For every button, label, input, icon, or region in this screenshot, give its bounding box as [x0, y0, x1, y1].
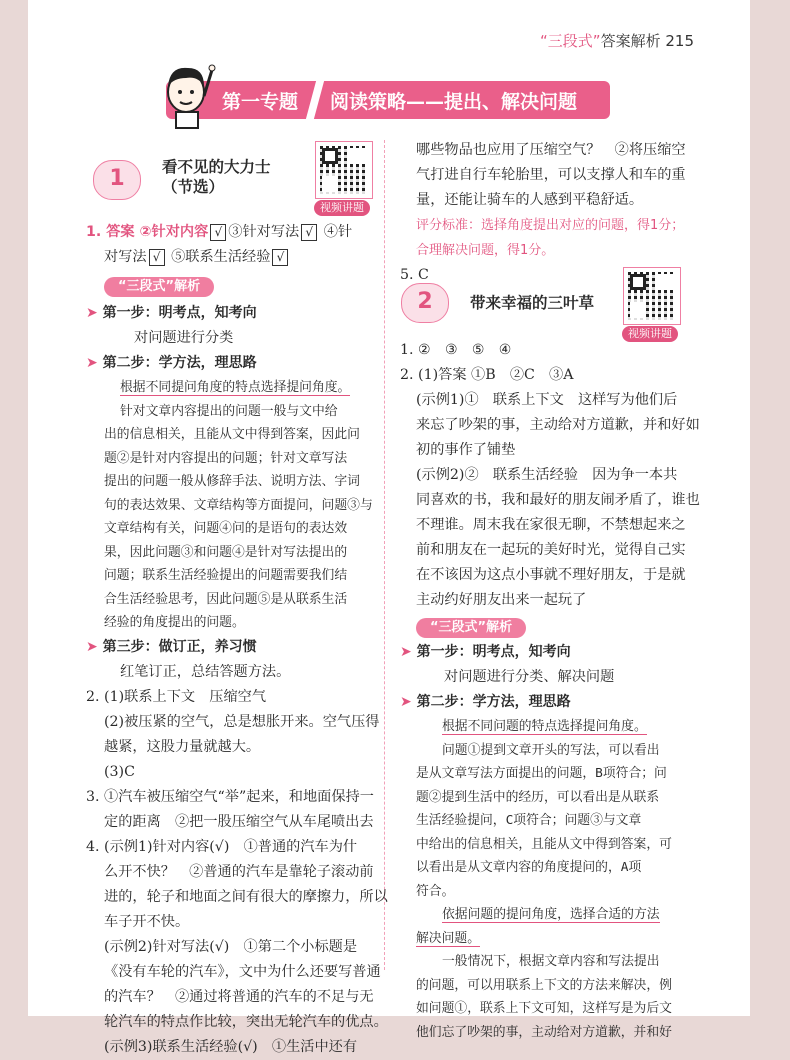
q4-answer: 4. (示例1)针对内容(√) ①普通的汽车为什 么开不快？ ②普通的汽车是靠轮子滚动前 进的，轮子和地面之间有很大的摩擦力，所以 车子开不快。 (示例2)针对写法(√) ①第二个小标题是 《没有车轮的汽车》，文中为什么还要写普通 的汽车？ ②通过将普通的汽车的不足与无 轮汽车的特点作比较，突出无轮汽车的优点。 (示例3)联系生活经验(√) ①生活中还有 [86, 838, 388, 1055]
qr-label-2: 视频讲题 [622, 326, 678, 342]
grade-line-2: 合理解决问题，得1分。 [416, 243, 555, 258]
right-column [400, 138, 700, 288]
grade-line-1: 评分标准：选择角度提出对应的问题，得1分； [416, 218, 685, 233]
header-brand: “三段式” [540, 32, 601, 50]
analysis-tag: “三段式”解析 [104, 277, 214, 297]
column-divider [384, 140, 385, 970]
qr-code-2-icon[interactable] [624, 268, 680, 324]
r-underlined-2a: 依据问题的提问角度，选择合适的方法 [442, 907, 660, 922]
q1-c: ④针 [323, 224, 353, 240]
r-underlined-2b: 解决问题。 [416, 930, 480, 946]
r-step1: 第一步：明考点，知考向 [416, 644, 571, 660]
section-1-title: 看不见的大力士 （节选） [162, 157, 271, 196]
topic-banner [166, 81, 610, 119]
section-2-number: 2 [401, 283, 449, 323]
qr-label: 视频讲题 [314, 200, 370, 216]
step2: 第二步：学方法，理思路 [102, 355, 257, 371]
step3: 第三步：做订正，养习惯 [102, 638, 257, 655]
q3-answer: 3. ①汽车被压缩空气“举”起来，和地面保持一 定的距离 ②把一股压缩空气从车尾喷出去 [86, 788, 374, 830]
step1: 第一步：明考点，知考向 [102, 305, 257, 321]
step2-paragraph: 针对文章内容提出的问题一般与文中给 出的信息相关，且能从文中得到答案，因此问 题②是针对内容提出的问题；针对文章写法 提出的问题一般从修辞手法、说明方法、字词 句的表达效果、文章结构等方面提问，问题③与 文章结构有关，问题④问的是语句的表达效 果，因此问题③和问题④是针对写法提出的 问题；联系生活经验提出的问题需要我们结 合生活经验思考，因此问题⑤是从联系生活 经验的角度提出的问题。 [104, 403, 373, 630]
analysis-tag-2: “三段式”解析 [416, 618, 526, 638]
section-2-title: 带来幸福的三叶草 [470, 293, 595, 312]
header-text: 答案解析 [600, 32, 661, 50]
r-step2-underlined: 根据不同问题的特点选择提问角度。 [442, 719, 647, 734]
q2-answer: 2. (1)联系上下文 压缩空气 (2)被压紧的空气，总是想胀开来。空气压得 越紧，这股力量就越大。 (3)C [86, 688, 380, 780]
a2-answer: 2. (1)答案 ①B ②C ③A (示例1)① 联系上下文 这样写为他们后 来忘了吵架的事，主动给对方道歉，并和好如 初的事作了铺垫 (示例2)② 联系生活经验 因为争一本共 同喜欢的书，我和最好的朋友闹矛盾了，谁也 不理谁。周末我在家很无聊，不禁想起来之 前和朋友在一起玩的美好时光，觉得自己实 在不该因为这点小事就不理好朋友，于是就 主动约好朋友出来一起玩了 [400, 367, 700, 608]
page-number: 215 [665, 32, 694, 50]
section-1-number: 1 [93, 160, 141, 200]
right-column-2: 1. ② ③ ⑤ ④ 2. (1)答案 ①B ②C ③A (示例1)① 联系上下文 这样写为他们后 来忘了吵架的事，主动给对方道歉，并和好如 初的事作了铺垫 (示例2)② 联系生活经验 因为争一本共 同喜欢的书，我和最好的朋友闹矛盾了，谁也 不理谁。周末我在家很无聊，不禁想起来之 前和朋友在一起玩的美好时光，觉得自己实 在不该因为这点小事就不理好朋友，于是就 主动约好朋友出来一起玩了 “三段式”解析 ➤ 第一步：明考点，知考向 对问题进行分类、解决问题 ➤ 第二步：学方法，理思路 根据不同问题的特点选择提问角度。 问题①提到文章开头的写法，可以看出 是从文章写法方面提出的问题，B项符合；问 题②提到生活中的经历，可以看出是从联系 生活经验提问，C项符合；问题③与文章 中给出的信息相关，且能从文中得到答案，可 以看出是从文章内容的角度提问的，A项 符合。 依据问题的提问角度，选择合适的方法 解决问题。 一般情况下，根据文章内容和写法提出 的问题，可以用联系上下文的方法来解决，例 如问题①，联系上下文可知，这样写是为后文 他们忘了吵架的事，主动给对方道歉，并和好 [400, 338, 700, 1044]
r-step2: 第二步：学方法，理思路 [416, 694, 571, 710]
q1-d: 对写法 [104, 249, 147, 265]
q1-answer: 1. 答案 ②针对内容 [86, 224, 209, 240]
page-header [540, 30, 694, 51]
r-step1-text: 对问题进行分类、解决问题 [444, 669, 615, 685]
step1-text: 对问题进行分类 [134, 330, 234, 346]
r-paragraph-2: 一般情况下，根据文章内容和写法提出 的问题，可以用联系上下文的方法来解决，例 如问题①，联系上下文可知，这样写是为后文 他们忘了吵架的事，主动给对方道歉，并和好 [416, 954, 672, 1040]
q1-e: ⑤联系生活经验 [171, 249, 271, 265]
step3-text: 红笔订正，总结答题方法。 [120, 663, 291, 680]
step2-underlined: 根据不同提问角度的特点选择提问角度。 [120, 380, 351, 395]
mascot-icon [158, 56, 218, 130]
left-column: 1. 答案 ②针对内容 √ ③针对写法 √ ④针 对写法 √ ⑤联系生活经验 √ “三段式”解析 ➤ 第一步：明考点，知考向 对问题进行分类 ➤ 第二步：学方法，理思路 根据不同提问角度的特点选择提问角度。 针对文章内容提出的问题一般与文中给 出的信息相关，且能从文中得到答案，因此问 题②是针对内容提出的问题；针对文章写法 提出的问题一般从修辞手法、说明方法、字词 句的表达效果、文章结构等方面提问，问题③与 文章结构有关，问题④问的是语句的表达效 果，因此问题③和问题④是针对写法提出的 问题；联系生活经验提出的问题需要我们结 合生活经验思考，因此问题⑤是从联系生活 经验的角度提出的问题。 ➤ 第三步：做订正，养习惯 红笔订正，总结答题方法。 2. (1)联系上下文 压缩空气 (2)被压紧的空气，总是想胀开来。空气压得 越紧，这股力量就越大。 (3)C 3. ①汽车被压缩空气“举”起来，和地面保持一 定的距离 ②把一股压缩空气从车尾喷出去 4. (示例1)针对内容(√) ①普通的汽车为什 么开不快？ ②普通的汽车是靠轮子滚动前 进的，轮子和地面之间有很大的摩擦力，所以 车子开不快。 (示例2)针对写法(√) ①第二个小标题是 《没有车轮的汽车》，文中为什么还要写普通 的汽车？ ②通过将普通的汽车的不足与无 轮汽车的特点作比较，突出无轮汽车的优点。 (示例3)联系生活经验(√) ①生活中还有 [86, 220, 380, 1060]
banner-right: 阅读策略——提出、解决问题 [330, 91, 578, 113]
q1-b: ③针对写法 [228, 224, 300, 240]
qr-code-icon[interactable] [316, 142, 372, 198]
right-top-continuation: 哪些物品也应用了压缩空气？ ②将压缩空 气打进自行车轮胎里，可以支撑人和车的重 量，还能让骑车的人感到平稳舒适。 [416, 142, 686, 208]
a1-answer: 1. ② ③ ⑤ ④ [400, 342, 512, 358]
r-step2-paragraph: 问题①提到文章开头的写法，可以看出 是从文章写法方面提出的问题，B项符合；问 题②提到生活中的经历，可以看出是从联系 生活经验提问，C项符合；问题③与文章 中给出的信息相关，且能从文中得到答案，可 以看出是从文章内容的角度提问的，A项 符合。 [416, 742, 672, 899]
banner-separator [306, 81, 324, 119]
banner-left: 第一专题 [222, 91, 299, 113]
q5-answer: 5. C [400, 267, 429, 283]
